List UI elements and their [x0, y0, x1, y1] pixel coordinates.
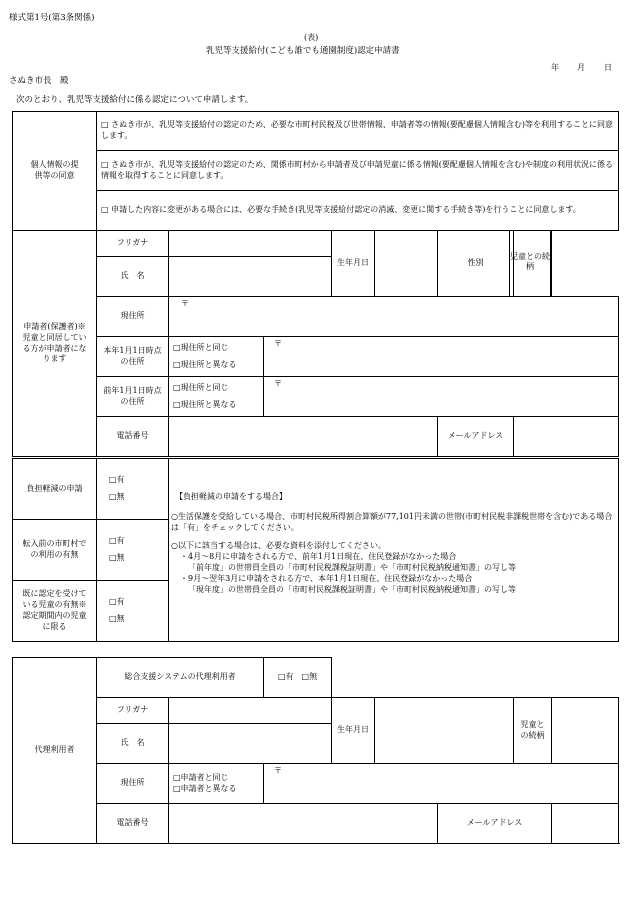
- postal-mark: 〒: [274, 766, 283, 775]
- name-field[interactable]: [169, 257, 332, 297]
- phone-field[interactable]: [169, 417, 438, 457]
- intro-text: 次のとおり、乳児等支援給付に係る認定について申請します。: [16, 95, 254, 105]
- proxy-birthdate-field[interactable]: [375, 698, 514, 764]
- consent-item-3[interactable]: □ 申請した内容に変更がある場合には、必要な手続き(乳児等支援給付認定の消滅、変更に関する手続き等)を行うことに同意します。: [97, 191, 619, 231]
- diff-from-applicant-checkbox[interactable]: □申請者と異なる: [173, 783, 237, 793]
- relation-label-text: 児童との続柄: [510, 252, 550, 272]
- jan1-prev-address[interactable]: [264, 377, 619, 417]
- jan1-this-address[interactable]: [264, 337, 619, 377]
- proxy-address-choices[interactable]: [169, 764, 264, 804]
- name-label: 氏 名: [97, 257, 169, 297]
- form-number: 様式第1号(第3条関係): [9, 13, 95, 23]
- yes-checkbox[interactable]: □有: [109, 597, 125, 607]
- date-day: 日: [604, 63, 612, 72]
- yes-checkbox[interactable]: □有: [109, 536, 125, 546]
- proxy-birthdate-label: 生年月日: [332, 698, 375, 764]
- note-3: ・4月～8月に申請をされる方で、前年1月1日現在、住民登録がなかった場合: [180, 552, 457, 562]
- consent-header: 個人情報の提供等の同意: [13, 112, 97, 231]
- postal-mark: 〒: [181, 299, 189, 308]
- proxy-address-label: 現住所: [97, 764, 169, 804]
- system-label: 総合支援システムの代理利用者: [97, 658, 264, 698]
- reduction-notes: [169, 459, 619, 642]
- proxy-relation-field[interactable]: [552, 698, 619, 764]
- proxy-phone-label: 電話番号: [97, 804, 169, 844]
- birthdate-field[interactable]: [375, 231, 438, 297]
- proxy-name-label: 氏 名: [97, 724, 169, 764]
- note-2: ○以下に該当する場合は、必要な資料を添付してください。: [171, 541, 386, 551]
- side-label: (表): [304, 33, 319, 42]
- moved-header: 転入前の市町村での利用の有無: [13, 520, 97, 581]
- proxy-furigana-label: フリガナ: [97, 698, 169, 724]
- proxy-email-label: メールアドレス: [438, 804, 552, 844]
- jan1-this-choices[interactable]: [169, 337, 264, 377]
- reduction-table: [12, 458, 619, 642]
- furigana-label: フリガナ: [97, 231, 169, 257]
- address-field[interactable]: [169, 297, 619, 337]
- no-checkbox[interactable]: □無: [109, 492, 125, 501]
- diff-from-current-checkbox[interactable]: □現住所と異なる: [173, 399, 237, 409]
- proxy-relation-label: 児童との続柄: [514, 698, 552, 764]
- addressee: さぬき市長 殿: [9, 76, 69, 86]
- jan1-prev-choices[interactable]: [169, 377, 264, 417]
- diff-from-current-checkbox[interactable]: □現住所と異なる: [173, 359, 237, 369]
- note-title: 【負担軽減の申請をする場合】: [175, 492, 287, 501]
- reduction-header: 負担軽減の申請: [13, 459, 97, 520]
- relation-cell: [509, 230, 551, 297]
- furigana-field[interactable]: [169, 231, 332, 257]
- note-1: ○生活保護を受給している場合、市町村民税所得割合算額が77,101円未満の世帯(市町村民税非課税世帯を含む)である場合は「有」をチェックしてください。: [171, 511, 613, 532]
- consent-table: [12, 111, 619, 231]
- proxy-furigana-field[interactable]: [169, 698, 332, 724]
- moved-choices[interactable]: [97, 520, 169, 581]
- proxy-header: 代理利用者: [13, 658, 97, 844]
- phone-label: 電話番号: [97, 417, 169, 457]
- consent-item-1[interactable]: □ さぬき市が、乳児等支援給付の認定のため、必要な市町村民税及び世帯情報、申請者等の情報(要配慮個人情報含む)等を利用することに同意します。: [97, 112, 619, 151]
- system-choices[interactable]: □有 □無: [264, 658, 332, 698]
- same-as-current-checkbox[interactable]: □現住所と同じ: [173, 382, 229, 392]
- same-as-applicant-checkbox[interactable]: □申請者と同じ: [173, 772, 229, 782]
- proxy-name-field[interactable]: [169, 724, 332, 764]
- blank-cell: [332, 658, 619, 698]
- applicant-header: 申請者(保護者)※児童と同居している方が申請者になります: [13, 231, 97, 457]
- same-as-current-checkbox[interactable]: □現住所と同じ: [173, 342, 229, 352]
- date-year: 年: [551, 63, 559, 72]
- no-checkbox[interactable]: □無: [109, 553, 125, 562]
- proxy-table: [12, 657, 619, 844]
- certified-choices[interactable]: [97, 581, 169, 642]
- birthdate-label: 生年月日: [332, 231, 375, 297]
- jan1-prev-label: 前年1月1日時点の住所: [97, 377, 169, 417]
- note-6: 「現年度」の世帯員全員の「市町村民税課税証明書」や「市町村民税納税通知書」の写し等: [188, 584, 516, 594]
- gender-label: 性別: [438, 231, 514, 297]
- jan1-this-label: 本年1月1日時点の住所: [97, 337, 169, 377]
- note-4: 「前年度」の世帯員全員の「市町村民税課税証明書」や「市町村民税納税通知書」の写し等: [188, 562, 516, 572]
- page-title: 乳児等支援給付(こども誰でも通園制度)認定申請書: [206, 46, 400, 56]
- postal-mark: 〒: [274, 339, 282, 348]
- postal-mark: 〒: [274, 379, 282, 388]
- no-checkbox[interactable]: □無: [109, 614, 125, 623]
- email-field[interactable]: [514, 417, 619, 457]
- consent-item-2[interactable]: □ さぬき市が、乳児等支援給付の認定のため、関係市町村から申請者及び申請児童に係る情報(要配慮個人情報を含む)や制度の利用状況に係る情報を取得することに同意します。: [97, 151, 619, 191]
- certified-header: 既に認定を受けている児童の有無※認定期間内の児童に限る: [13, 581, 97, 642]
- proxy-address-field[interactable]: [264, 764, 619, 804]
- address-label: 現住所: [97, 297, 169, 337]
- email-label: メールアドレス: [438, 417, 514, 457]
- proxy-email-field[interactable]: [552, 804, 619, 844]
- date-month: 月: [577, 63, 585, 72]
- reduction-choices[interactable]: [97, 459, 169, 520]
- yes-checkbox[interactable]: □有: [109, 475, 125, 485]
- note-5: ・9月～翌年3月に申請をされる方で、本年1月1日現在、住民登録がなかった場合: [180, 573, 473, 583]
- proxy-phone-field[interactable]: [169, 804, 438, 844]
